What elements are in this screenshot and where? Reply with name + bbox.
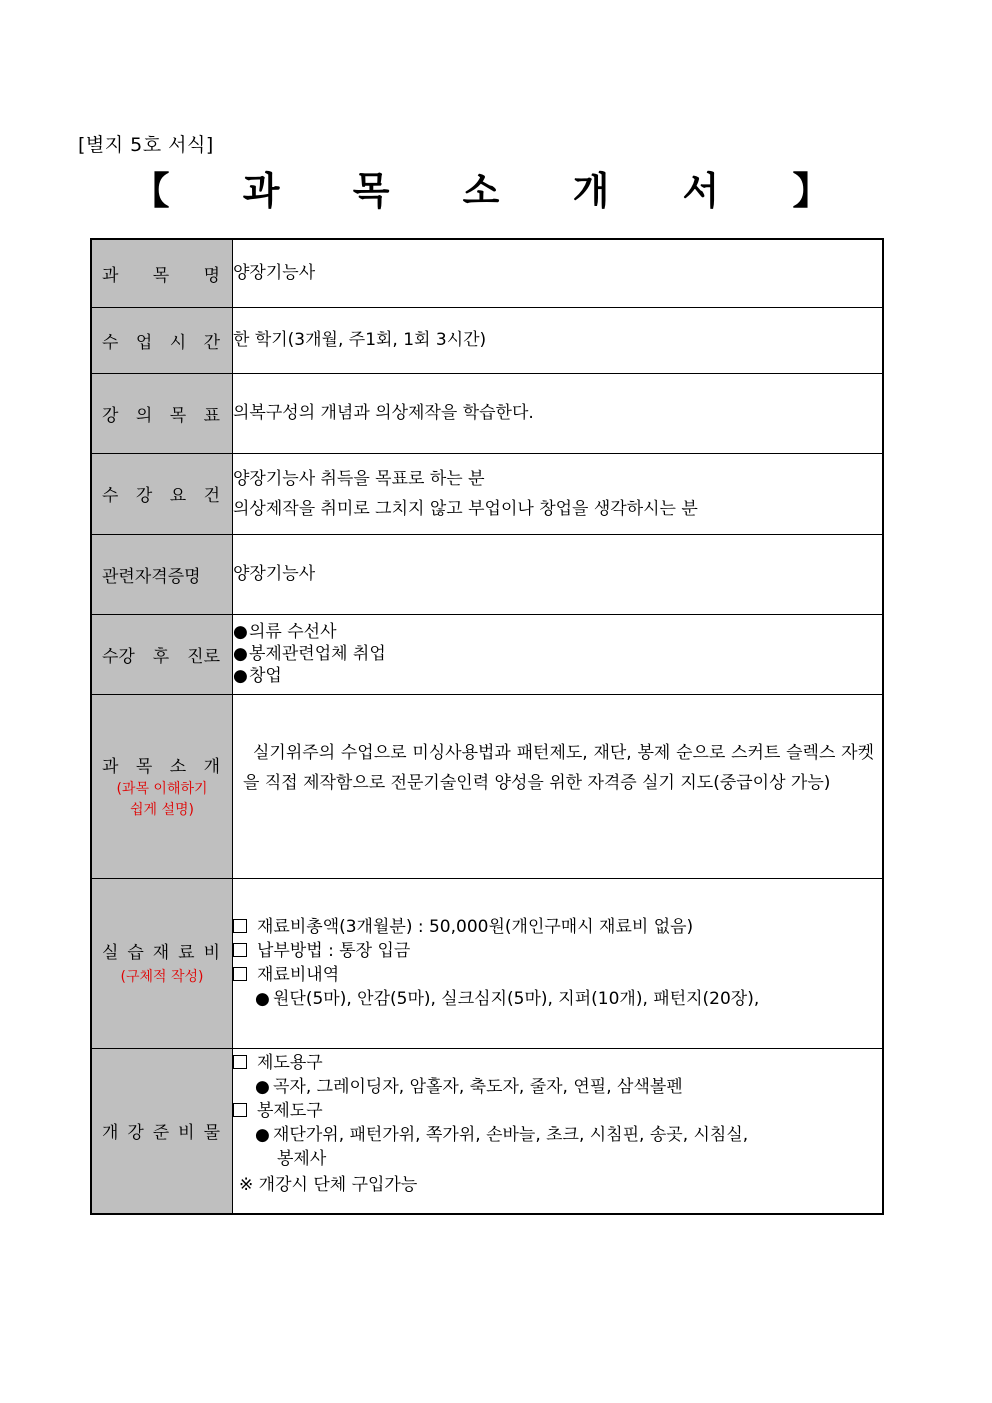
- career-item: [233, 665, 882, 687]
- bullet-icon: ●: [255, 988, 270, 1009]
- supplies-items-text: 재단가위, 패턴가위, 쪽가위, 손바늘, 초크, 시침핀, 송곳, 시침실,: [273, 1124, 749, 1145]
- value-requirements: [233, 453, 884, 534]
- value-class-time: 한 학기(3개월, 주1회, 1회 3시간): [233, 307, 884, 373]
- supplies-group-title-text: 제도용구: [257, 1052, 323, 1073]
- career-item-text: 봉제관련업체 취업: [249, 644, 386, 664]
- material-check-item: [233, 915, 882, 939]
- value-supplies: [233, 1048, 884, 1214]
- bullet-icon: ●: [255, 1076, 270, 1097]
- form-number: [별지 5호 서식]: [78, 134, 214, 156]
- label-supplies-text: 개 강 준 비 물: [102, 1123, 220, 1144]
- supplies-items-text: 곡자, 그레이딩자, 암홀자, 축도자, 줄자, 연필, 삼색볼펜: [273, 1076, 683, 1097]
- bullet-icon: ●: [233, 666, 248, 686]
- checkbox-icon: [233, 943, 247, 957]
- supplies-note: ※ 개강시 단체 구입가능: [239, 1174, 418, 1195]
- supplies-group-items: [233, 1075, 882, 1099]
- checkbox-icon: [233, 1055, 247, 1069]
- material-check-text: 납부방법 : 통장 입금: [257, 940, 411, 961]
- row-requirements: [91, 453, 883, 534]
- label-certificate-text: 관련자격증명: [102, 566, 201, 587]
- checkbox-icon: [233, 967, 247, 981]
- label-certificate: [91, 534, 233, 614]
- bullet-icon: ●: [233, 644, 248, 664]
- row-supplies: [91, 1048, 883, 1214]
- label-career-text: 수강 후 진로: [102, 646, 220, 667]
- label-material-cost-text: 실 습 재 료 비: [102, 943, 220, 963]
- label-intro-sub: 쉽게 설명): [129, 801, 194, 818]
- label-requirements: [91, 453, 233, 534]
- value-certificate: 양장기능사: [233, 534, 884, 614]
- requirement-line: 양장기능사 취득을 목표로 하는 분: [233, 468, 485, 489]
- requirement-line: 의상제작을 취미로 그치지 않고 부업이나 창업을 생각하시는 분: [233, 498, 698, 519]
- career-item-text: 의류 수선사: [249, 622, 337, 642]
- material-check-item: [233, 963, 882, 987]
- supplies-items-continued: 봉제사: [277, 1148, 327, 1169]
- value-material-cost: [233, 878, 884, 1048]
- label-subject: [91, 239, 233, 307]
- label-career: [91, 614, 233, 694]
- label-intro-sub: (과목 이해하기: [116, 780, 208, 797]
- supplies-group-title-text: 봉제도구: [257, 1100, 323, 1121]
- checkbox-icon: [233, 1103, 247, 1117]
- course-info-table: [90, 238, 884, 1215]
- label-intro: [91, 694, 233, 878]
- label-requirements-text: 수 강 요 건: [102, 486, 220, 506]
- row-subject: [91, 239, 883, 307]
- checkbox-icon: [233, 919, 247, 933]
- value-career: [233, 614, 884, 694]
- material-check-item: [233, 939, 882, 963]
- supplies-group-items: [233, 1123, 882, 1147]
- label-material-cost: [91, 878, 233, 1048]
- label-lecture-goal: [91, 373, 233, 453]
- bullet-icon: ●: [233, 622, 248, 642]
- supplies-group-title: [233, 1051, 882, 1075]
- row-lecture-goal: [91, 373, 883, 453]
- label-class-time: [91, 307, 233, 373]
- label-lecture-goal-text: 강 의 목 표: [102, 405, 220, 426]
- material-check-text: 재료비내역: [257, 964, 340, 985]
- label-supplies: [91, 1048, 233, 1214]
- label-intro-text: 과 목 소 개: [102, 756, 220, 777]
- row-class-time: [91, 307, 883, 373]
- row-material-cost: [91, 878, 883, 1048]
- row-intro: [91, 694, 883, 878]
- career-item-text: 창업: [249, 666, 282, 686]
- material-check-text: 재료비총액(3개월분) : 50,000원(개인구매시 재료비 없음): [257, 916, 694, 937]
- value-subject: 양장기능사: [233, 239, 884, 307]
- supplies-group-title: [233, 1099, 882, 1123]
- row-career: [91, 614, 883, 694]
- material-detail-text: 원단(5마), 안감(5마), 실크심지(5마), 지퍼(10개), 패턴지(20장),: [273, 988, 760, 1009]
- value-intro: [233, 694, 884, 878]
- label-class-time-text: 수 업 시 간: [102, 332, 220, 353]
- value-lecture-goal: 의복구성의 개념과 의상제작을 학습한다.: [233, 373, 884, 453]
- bullet-icon: ●: [255, 1124, 270, 1145]
- material-detail: [233, 987, 882, 1011]
- row-certificate: [91, 534, 883, 614]
- career-item: [233, 621, 882, 643]
- career-item: [233, 643, 882, 665]
- label-material-cost-sub: (구체적 작성): [120, 969, 204, 985]
- intro-text: 실기위주의 수업으로 미싱사용법과 패턴제도, 재단, 봉제 순으로 스커트 슬렉스 자켓을 직접 제작함으로 전문기술인력 양성을 위한 자격증 실기 지도(중급이상 가능): [243, 743, 874, 793]
- label-subject-text: 과 목 명: [102, 265, 220, 286]
- document-title: 【 과 목 소 개 서 】: [131, 169, 861, 213]
